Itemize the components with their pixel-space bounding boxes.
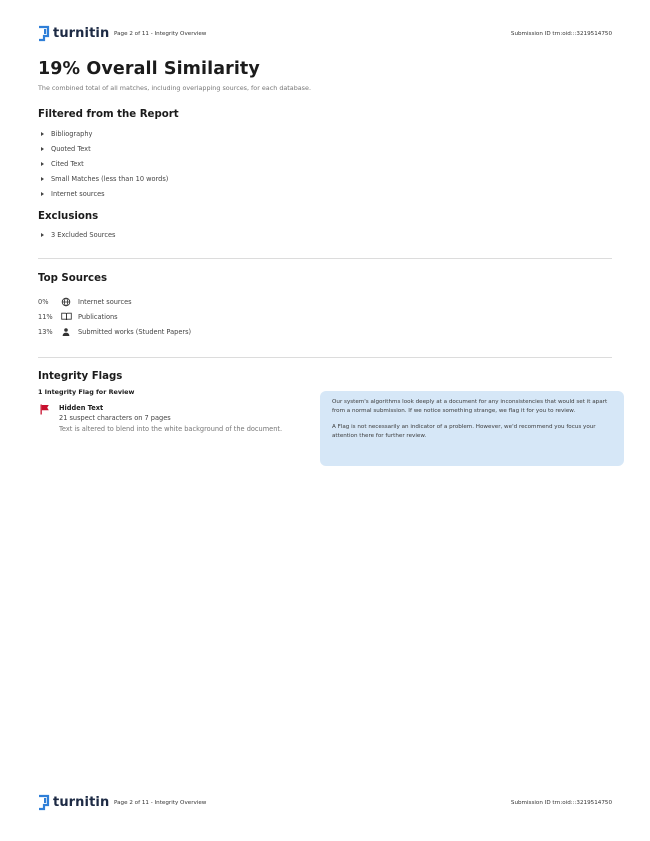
page-footer: [38, 793, 612, 813]
person-icon: [61, 327, 78, 337]
top-sources-list: [38, 294, 612, 339]
logo-text: turnitin: [53, 26, 110, 41]
list-item: Bibliography: [38, 127, 612, 142]
turnitin-logo-icon: [38, 794, 50, 812]
caret-right-icon: [41, 233, 44, 237]
caret-right-icon: [41, 192, 44, 196]
section-divider: [38, 357, 612, 358]
globe-icon: [61, 297, 78, 307]
flag-detail: 21 suspect characters on 7 pages: [59, 414, 171, 422]
integrity-flags-heading: Integrity Flags: [38, 371, 123, 382]
list-item: Small Matches (less than 10 words): [38, 172, 612, 187]
turnitin-logo: [38, 793, 109, 813]
turnitin-logo: [38, 24, 109, 44]
top-sources-heading: Top Sources: [38, 273, 108, 284]
source-label: Submitted works (Student Papers): [78, 327, 192, 336]
source-label: Internet sources: [78, 297, 132, 306]
book-icon: [61, 312, 78, 322]
page-title: 19% Overall Similarity: [38, 59, 260, 79]
logo-text: turnitin: [53, 795, 110, 810]
source-percent: 11%: [38, 312, 53, 321]
caret-right-icon: [41, 132, 44, 136]
integrity-info-box: [320, 391, 624, 466]
caret-right-icon: [41, 147, 44, 151]
source-percent: 13%: [38, 327, 53, 336]
section-divider: [38, 258, 612, 259]
flag-icon: [40, 404, 50, 415]
page-label: Page 2 of 11 - Integrity Overview: [114, 31, 207, 37]
turnitin-logo-icon: [38, 25, 50, 43]
info-paragraph: Our system's algorithms look deeply at a document for any inconsistencies that would set it apart from a normal submission. If we notice something strange, we flag it for you to review.: [332, 399, 608, 414]
list-item: Internet sources: [38, 187, 612, 202]
info-paragraph: A Flag is not necessarily an indicator of a problem. However, we'd recommend you focus your attention there for further review.: [332, 424, 596, 439]
source-label: Publications: [78, 312, 118, 321]
source-row-internet: [38, 294, 612, 309]
source-row-submitted-works: [38, 324, 612, 339]
exclusions-list: [38, 228, 612, 243]
page-subtitle: The combined total of all matches, including overlapping sources, for each database.: [38, 84, 311, 92]
caret-right-icon: [41, 162, 44, 166]
source-row-publications: [38, 309, 612, 324]
source-percent: 0%: [38, 297, 49, 306]
filtered-heading: Filtered from the Report: [38, 109, 179, 120]
main-content: [38, 57, 612, 439]
exclusions-heading: Exclusions: [38, 211, 99, 222]
page-header: [38, 24, 612, 44]
list-item: Cited Text: [38, 157, 612, 172]
flag-title: Hidden Text: [59, 404, 104, 412]
submission-id: Submission ID trn:oid:::3219514750: [510, 800, 612, 806]
filtered-list: [38, 127, 612, 202]
caret-right-icon: [41, 177, 44, 181]
list-item: 3 Excluded Sources: [38, 228, 612, 243]
submission-id: Submission ID trn:oid:::3219514750: [510, 31, 612, 37]
flag-count: 1 Integrity Flag for Review: [38, 388, 135, 396]
list-item: Quoted Text: [38, 142, 612, 157]
flag-description: Text is altered to blend into the white background of the document.: [59, 425, 283, 433]
page-label: Page 2 of 11 - Integrity Overview: [114, 800, 207, 806]
